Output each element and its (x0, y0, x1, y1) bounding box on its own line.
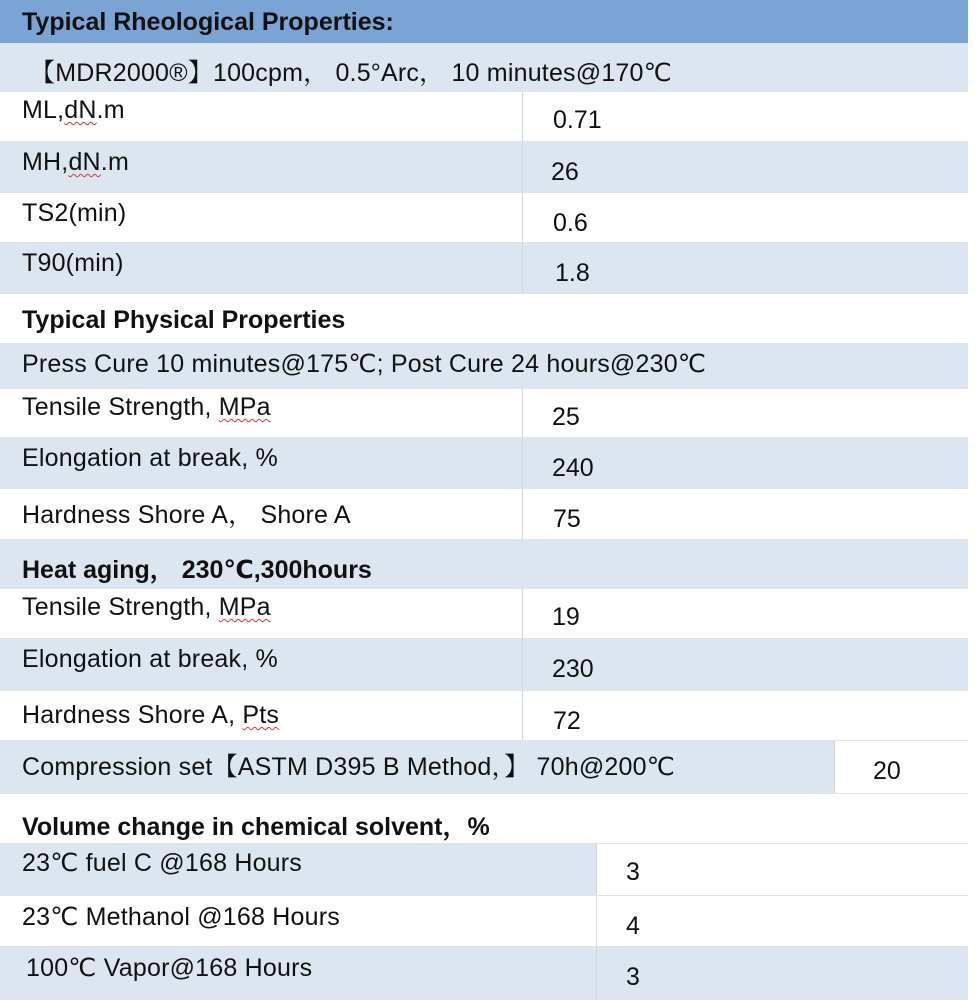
table-row (0, 243, 968, 294)
row-label: Hardness Shore A, Pts (22, 701, 280, 729)
compression-value-cell (835, 741, 968, 793)
column-divider (522, 193, 523, 242)
row-label: MH,dN.m (22, 148, 129, 176)
row-value: 3 (626, 858, 640, 886)
heat-aging-header-row (0, 540, 968, 589)
compression-label: Compression set【ASTM D395 B Method，】 70h@200℃ (22, 753, 676, 781)
row-label: Hardness Shore A， Shore A (22, 501, 351, 529)
value-cell (596, 844, 968, 895)
row-value: 0.71 (553, 106, 602, 134)
rheology-condition: 【MDR2000®】100cpm， 0.5°Arc， 10 minutes@170℃ (30, 59, 672, 87)
column-divider (522, 691, 523, 740)
physical-condition-row (0, 344, 968, 389)
rheology-title: Typical Rheological Properties: (22, 8, 394, 36)
row-label: T90(min) (22, 249, 124, 277)
column-divider (522, 92, 523, 141)
row-value: 25 (552, 403, 580, 431)
row-value: 3 (626, 963, 640, 991)
row-label: 23℃ fuel C @168 Hours (22, 849, 303, 877)
table-row (0, 438, 968, 489)
solvent-title: Volume change in chemical solvent，% (22, 813, 490, 841)
row-value: 19 (552, 603, 580, 631)
column-divider (596, 947, 597, 999)
row-label: Elongation at break, % (22, 645, 278, 673)
heat-aging-title: Heat aging， 230℃,300hours (22, 556, 372, 584)
column-divider (596, 844, 597, 895)
compression-row (0, 741, 968, 794)
column-divider (522, 589, 523, 638)
column-divider (522, 389, 523, 437)
row-value: 4 (626, 912, 640, 940)
column-divider (522, 142, 523, 192)
column-divider (522, 438, 523, 488)
column-divider (522, 243, 523, 293)
table-row (0, 489, 968, 540)
column-divider (522, 489, 523, 539)
table-row (0, 389, 968, 438)
table-row (0, 193, 968, 243)
row-label: ML,dN.m (22, 96, 125, 124)
row-value: 75 (553, 505, 581, 533)
row-value: 72 (553, 707, 581, 735)
row-label: 23℃ Methanol @168 Hours (22, 903, 340, 931)
row-label: Tensile Strength, MPa (22, 593, 271, 621)
table-row (0, 691, 968, 741)
column-divider (596, 896, 597, 946)
row-label: Elongation at break, % (22, 444, 278, 472)
row-label: 100℃ Vapor@168 Hours (26, 954, 313, 982)
physical-condition: Press Cure 10 minutes@175℃; Post Cure 24 hours@230℃ (22, 350, 707, 378)
table-row (0, 142, 968, 193)
compression-value: 20 (873, 757, 901, 785)
row-value: 230 (552, 655, 594, 683)
row-value: 1.8 (555, 259, 590, 287)
table-row (0, 947, 968, 1000)
column-divider (522, 639, 523, 690)
table-row (0, 844, 968, 896)
table-row (0, 639, 968, 691)
rheology-condition-row (0, 44, 968, 92)
table-row (0, 589, 968, 639)
table-row (0, 896, 968, 947)
physical-header-row (0, 294, 968, 344)
physical-title: Typical Physical Properties (22, 306, 346, 334)
table-row (0, 92, 968, 142)
rheology-header-row (0, 0, 968, 44)
row-value: 26 (551, 158, 579, 186)
row-label: Tensile Strength, MPa (22, 393, 271, 421)
row-value: 0.6 (553, 209, 588, 237)
row-label: TS2(min) (22, 199, 127, 227)
row-value: 240 (552, 454, 594, 482)
solvent-header-row (0, 794, 968, 844)
